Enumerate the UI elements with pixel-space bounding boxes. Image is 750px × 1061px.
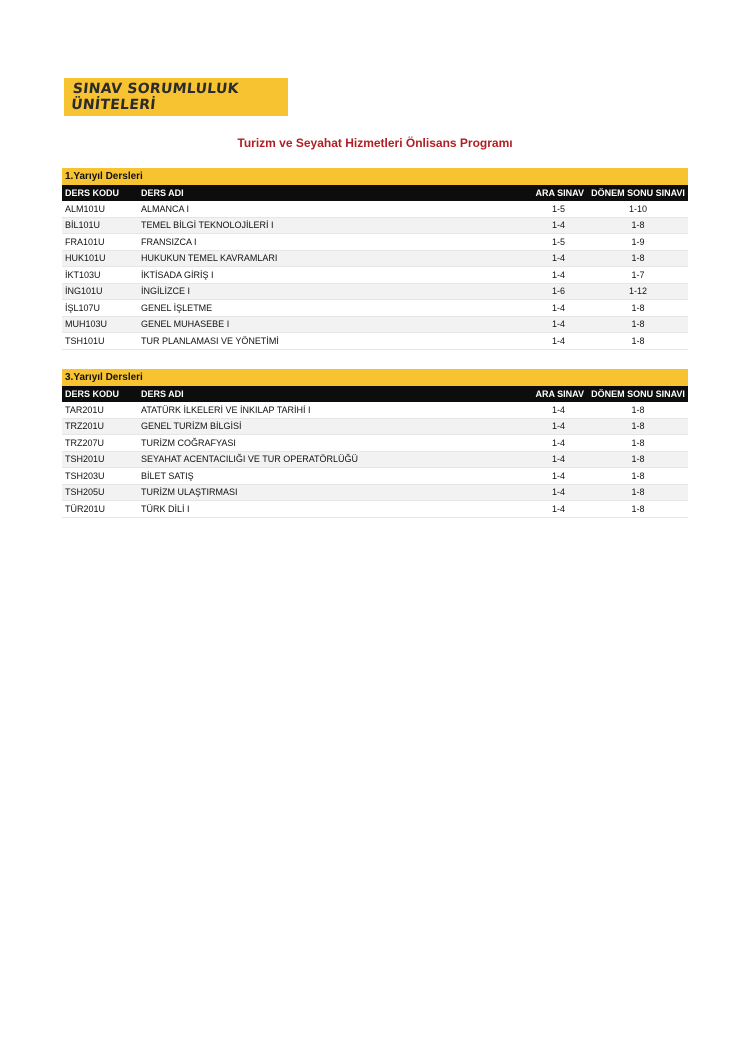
course-name: İKTİSADA GİRİŞ I [141, 269, 214, 280]
donem-sonu-units: 1-9 [631, 236, 645, 247]
course-code: İKT103U [65, 269, 101, 280]
table-row [62, 317, 688, 334]
ara-sinav-units: 1-4 [551, 470, 565, 481]
table-row [62, 267, 688, 284]
course-name: ALMANCA I [141, 203, 190, 214]
header-ders-adi: DERS ADI [141, 188, 184, 198]
ara-sinav-units: 1-4 [551, 319, 565, 330]
course-code: TAR201U [65, 404, 104, 415]
header-ders-adi: DERS ADI [141, 389, 184, 399]
ara-sinav-units: 1-4 [551, 335, 565, 346]
ara-sinav-units: 1-5 [551, 236, 565, 247]
table-row [62, 201, 688, 218]
ara-sinav-units: 1-4 [551, 437, 565, 448]
table-body [62, 402, 688, 518]
donem-sonu-units: 1-8 [631, 319, 645, 330]
course-name: TURİZM ULAŞTIRMASI [141, 487, 238, 498]
course-code: ALM101U [65, 203, 106, 214]
table-row [62, 402, 688, 419]
course-name: TÜRK DİLİ I [141, 503, 190, 514]
ara-sinav-units: 1-4 [551, 269, 565, 280]
donem-sonu-units: 1-8 [631, 470, 645, 481]
table-row [62, 419, 688, 436]
donem-sonu-units: 1-7 [631, 269, 645, 280]
course-name: GENEL MUHASEBE I [141, 319, 230, 330]
semester-1-section [62, 168, 688, 350]
ara-sinav-units: 1-4 [551, 421, 565, 432]
course-name: GENEL TURİZM BİLGİSİ [141, 421, 242, 432]
ara-sinav-units: 1-4 [551, 220, 565, 231]
header-ders-kodu: DERS KODU [65, 389, 120, 399]
header-donem-sonu: DÖNEM SONU SINAVI [591, 389, 685, 399]
course-code: MUH103U [65, 319, 108, 330]
table-row [62, 218, 688, 235]
course-code: TSH203U [65, 470, 105, 481]
ara-sinav-units: 1-4 [551, 454, 565, 465]
course-name: HUKUKUN TEMEL KAVRAMLARI [141, 253, 278, 264]
course-name: ATATÜRK İLKELERİ VE İNKILAP TARİHİ I [141, 404, 311, 415]
table-header [62, 185, 688, 201]
course-name: SEYAHAT ACENTACILIĞI VE TUR OPERATÖRLÜĞÜ [141, 454, 359, 465]
section-title: 1.Yarıyıl Dersleri [62, 168, 688, 185]
ara-sinav-units: 1-5 [551, 203, 565, 214]
donem-sonu-units: 1-8 [631, 487, 645, 498]
table-row [62, 284, 688, 301]
course-name: İNGİLİZCE I [141, 286, 191, 297]
course-name: TEMEL BİLGİ TEKNOLOJİLERİ I [141, 220, 274, 231]
donem-sonu-units: 1-10 [628, 203, 647, 214]
course-name: TUR PLANLAMASI VE YÖNETİMİ [141, 335, 279, 346]
donem-sonu-units: 1-8 [631, 220, 645, 231]
course-name: BİLET SATIŞ [141, 470, 194, 481]
table-row [62, 234, 688, 251]
header-banner [64, 78, 288, 116]
course-name: TURİZM COĞRAFYASI [141, 437, 236, 448]
ara-sinav-units: 1-4 [551, 487, 565, 498]
donem-sonu-units: 1-12 [628, 286, 647, 297]
table-row [62, 251, 688, 268]
table-body [62, 201, 688, 350]
section-title: 3.Yarıyıl Dersleri [62, 369, 688, 386]
course-code: BİL101U [65, 220, 101, 231]
donem-sonu-units: 1-8 [631, 335, 645, 346]
banner-title: SINAV SORUMLULUK ÜNİTELERİ [70, 81, 240, 113]
ara-sinav-units: 1-6 [551, 286, 565, 297]
ara-sinav-units: 1-4 [551, 253, 565, 264]
course-code: TSH101U [65, 335, 105, 346]
table-row [62, 452, 688, 469]
course-code: HUK101U [65, 253, 106, 264]
table-header [62, 386, 688, 402]
ara-sinav-units: 1-4 [551, 503, 565, 514]
donem-sonu-units: 1-8 [631, 503, 645, 514]
course-code: İNG101U [65, 286, 103, 297]
header-ara-sinav: ARA SINAV [535, 389, 584, 399]
table-row [62, 300, 688, 317]
donem-sonu-units: 1-8 [631, 404, 645, 415]
donem-sonu-units: 1-8 [631, 421, 645, 432]
course-code: TSH201U [65, 454, 105, 465]
course-code: İŞL107U [65, 302, 101, 313]
header-ders-kodu: DERS KODU [65, 188, 120, 198]
ara-sinav-units: 1-4 [551, 302, 565, 313]
donem-sonu-units: 1-8 [631, 454, 645, 465]
ara-sinav-units: 1-4 [551, 404, 565, 415]
table-row [62, 485, 688, 502]
course-name: FRANSIZCA I [141, 236, 197, 247]
course-code: FRA101U [65, 236, 105, 247]
course-name: GENEL İŞLETME [141, 302, 213, 313]
donem-sonu-units: 1-8 [631, 302, 645, 313]
table-row [62, 333, 688, 350]
table-row [62, 501, 688, 518]
header-donem-sonu: DÖNEM SONU SINAVI [591, 188, 685, 198]
header-ara-sinav: ARA SINAV [535, 188, 584, 198]
course-code: TSH205U [65, 487, 105, 498]
course-code: TRZ207U [65, 437, 105, 448]
course-code: TRZ201U [65, 421, 105, 432]
table-row [62, 468, 688, 485]
semester-3-section [62, 369, 688, 518]
program-title: Turizm ve Seyahat Hizmetleri Önlisans Programı [237, 136, 513, 150]
donem-sonu-units: 1-8 [631, 253, 645, 264]
course-code: TÜR201U [65, 503, 106, 514]
table-row [62, 435, 688, 452]
donem-sonu-units: 1-8 [631, 437, 645, 448]
